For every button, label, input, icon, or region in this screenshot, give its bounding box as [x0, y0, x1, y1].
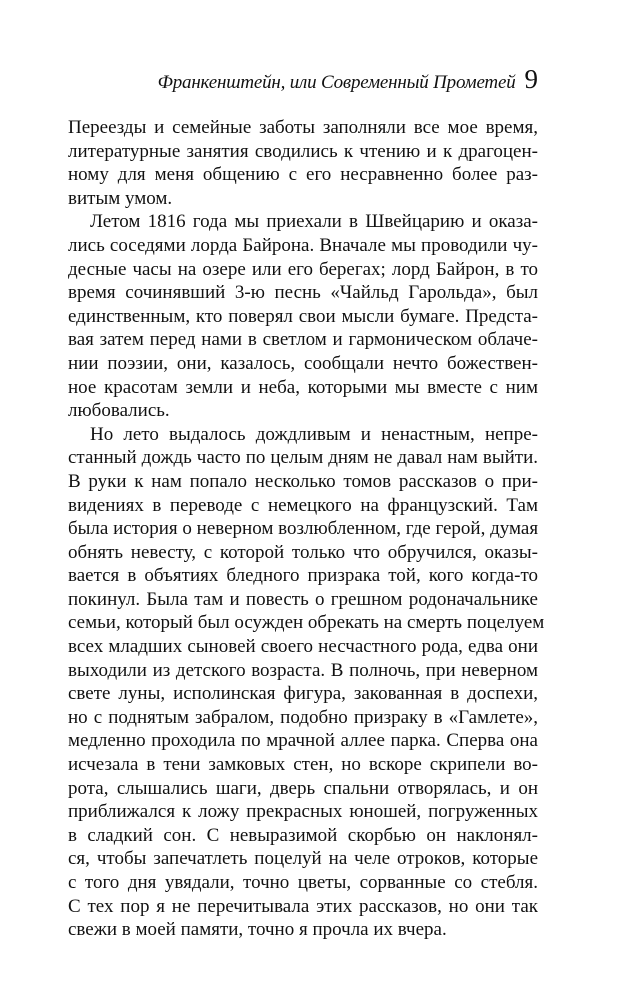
- body-text: [68, 116, 545, 942]
- text-line: С тех пор я не перечитывала этих рассказов, но они так: [68, 895, 538, 917]
- text-line: приближался к ложу прекрасных юношей, погруженных: [68, 801, 538, 823]
- text-line: с того дня увядали, точно цветы, сорванные со стебля.: [68, 872, 538, 893]
- text-line: исчезала в тени замковых стен, но вскоре скрипели во-: [68, 754, 538, 776]
- text-line: ное красотам земли и неба, которыми мы вместе с ним: [68, 376, 538, 398]
- text-line: видениях в переводе с немецкого на французский. Там: [68, 494, 538, 516]
- text-line: в сладкий сон. С невыразимой скорбью он наклонял-: [68, 824, 538, 846]
- text-line: но с поднятым забралом, подобно призраку в «Гамлете»,: [68, 706, 538, 728]
- text-line: Летом 1816 года мы приехали в Швейцарию и оказа-: [90, 211, 538, 233]
- running-header: [60, 66, 538, 100]
- text-line: медленно проходила по мрачной аллее парка. Сперва она: [68, 730, 538, 752]
- text-line: семьи, который был осужден обрекать на смерть поцелуем: [68, 612, 545, 634]
- text-line: вая затем перед нами в светлом и гармоническом облаче-: [68, 329, 538, 351]
- text-line: единственным, кто поверял свои мысли бумаге. Предста-: [68, 305, 538, 327]
- text-line: литературные занятия сводились к чтению и к драгоцен-: [68, 140, 538, 162]
- text-line: была история о неверном возлюбленном, где герой, думая: [68, 518, 539, 540]
- text-line: рота, слышались шаги, дверь спальни отворялась, и он: [68, 777, 538, 799]
- text-line: свете луны, исполинская фигура, закованная в доспехи,: [68, 683, 538, 705]
- paragraph: [68, 423, 545, 942]
- text-line: всех младших сыновей своего несчастного рода, едва они: [68, 636, 538, 658]
- text-line: покинул. Была там и повесть о грешном родоначальнике: [68, 588, 538, 610]
- text-line: десные часы на озере или его берегах; лорд Байрон, в то: [68, 258, 538, 280]
- running-header-title: Франкенштейн, или Современный Прометей: [157, 72, 516, 93]
- paragraph: [68, 210, 538, 422]
- text-line: вается в объятиях бледного призрака той, кого когда-то: [68, 565, 538, 587]
- text-line: В руки к нам попало несколько томов рассказов о при-: [68, 470, 538, 492]
- text-line: Переезды и семейные заботы заполняли все мое время,: [68, 117, 538, 138]
- text-line: обнять невесту, с которой только что обручился, оказы-: [68, 541, 538, 563]
- text-line: любовались.: [68, 400, 170, 422]
- text-line: нии поэзии, они, казалось, сообщали нечто божествен-: [68, 352, 538, 374]
- page-number: 9: [524, 64, 538, 94]
- text-line: станный дождь часто по целым дням не давал нам выйти.: [68, 447, 538, 469]
- text-line: лись соседями лорда Байрона. Вначале мы проводили чу-: [68, 234, 538, 256]
- text-line: время сочинявший 3-ю песнь «Чайльд Гарольда», был: [68, 282, 538, 304]
- text-line: Но лето выдалось дождливым и ненастным, непре-: [90, 423, 538, 445]
- text-line: витым умом.: [68, 187, 173, 209]
- text-line: ному для меня общению с его несравненно более раз-: [68, 164, 538, 186]
- text-line: свежи в моей памяти, точно я прочла их вчера.: [68, 919, 447, 941]
- text-line: ся, чтобы запечатлеть поцелуй на челе отроков, которые: [68, 848, 538, 870]
- paragraph: [68, 116, 538, 210]
- text-line: выходили из детского возраста. В полночь, при неверном: [68, 659, 538, 681]
